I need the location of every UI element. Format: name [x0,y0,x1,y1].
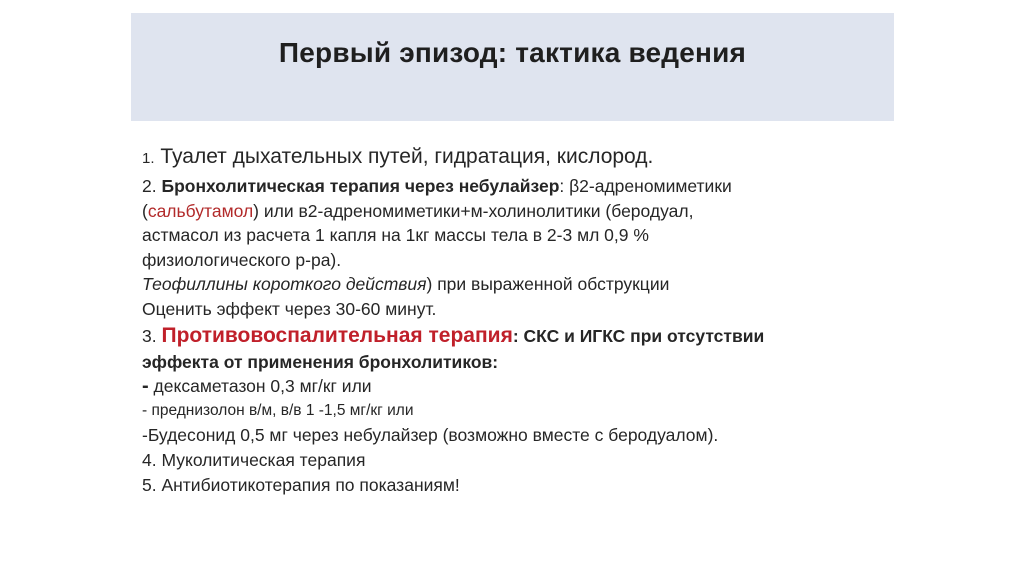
list-item-2-line-6: Оценить эффект через 30-60 минут. [142,298,437,319]
item-text: ) или в2-адреномиметики+м-холинолитики (беродуал, [253,200,694,221]
sub-item-3: -Будесонид 0,5 мг через небулайзер (возможно вместе с беродуалом). [142,425,719,446]
list-item-5: 5. Антибиотикотерапия по показаниям! [142,474,460,495]
item-number: 3. [142,325,157,346]
sub-item-text: дексаметазон 0,3 мг/кг или [148,376,372,397]
item-text: : β2-адреномиметики [559,176,732,196]
slide-body [142,142,902,497]
slide-title: Первый эпизод: тактика ведения [278,37,747,68]
highlighted-drug: сальбутамол [147,200,254,221]
item-bold-text: Бронхолитическая терапия через небулайзер [161,176,560,196]
sub-item-2: - преднизолон в/м, в/в 1 -1,5 мг/кг или [142,401,414,419]
sub-item-1 [142,374,902,399]
item-number: 1. [142,150,155,167]
dash: - [142,375,149,398]
list-item-2-line-4: физиологического р-ра). [142,249,342,270]
italic-text: Теофиллины короткого действия [142,274,427,295]
list-item-2-line-2 [142,199,902,224]
list-item-4: 4. Муколитическая терапия [142,449,366,470]
item-bold-text: : СКС и ИГКС при отсутствии [512,325,765,346]
title-band [131,13,894,121]
list-item-1 [142,142,902,174]
item-text: ) при выраженной обструкции [426,274,670,295]
highlighted-heading: Противовоспалительная терапия [161,323,513,347]
list-item-2 [142,174,902,199]
open-paren: ( [142,200,148,221]
item-text: Туалет дыхательных путей, гидратация, кислород. [160,145,654,168]
list-item-2-line-5 [142,272,902,297]
list-item-2-line-3: астмасол из расчета 1 капля на 1кг массы тела в 2-3 мл 0,9 % [142,225,649,246]
list-item-3-line-2: эффекта от применения бронхолитиков: [142,351,499,372]
item-number: 2. [142,176,157,196]
list-item-3 [142,322,902,350]
